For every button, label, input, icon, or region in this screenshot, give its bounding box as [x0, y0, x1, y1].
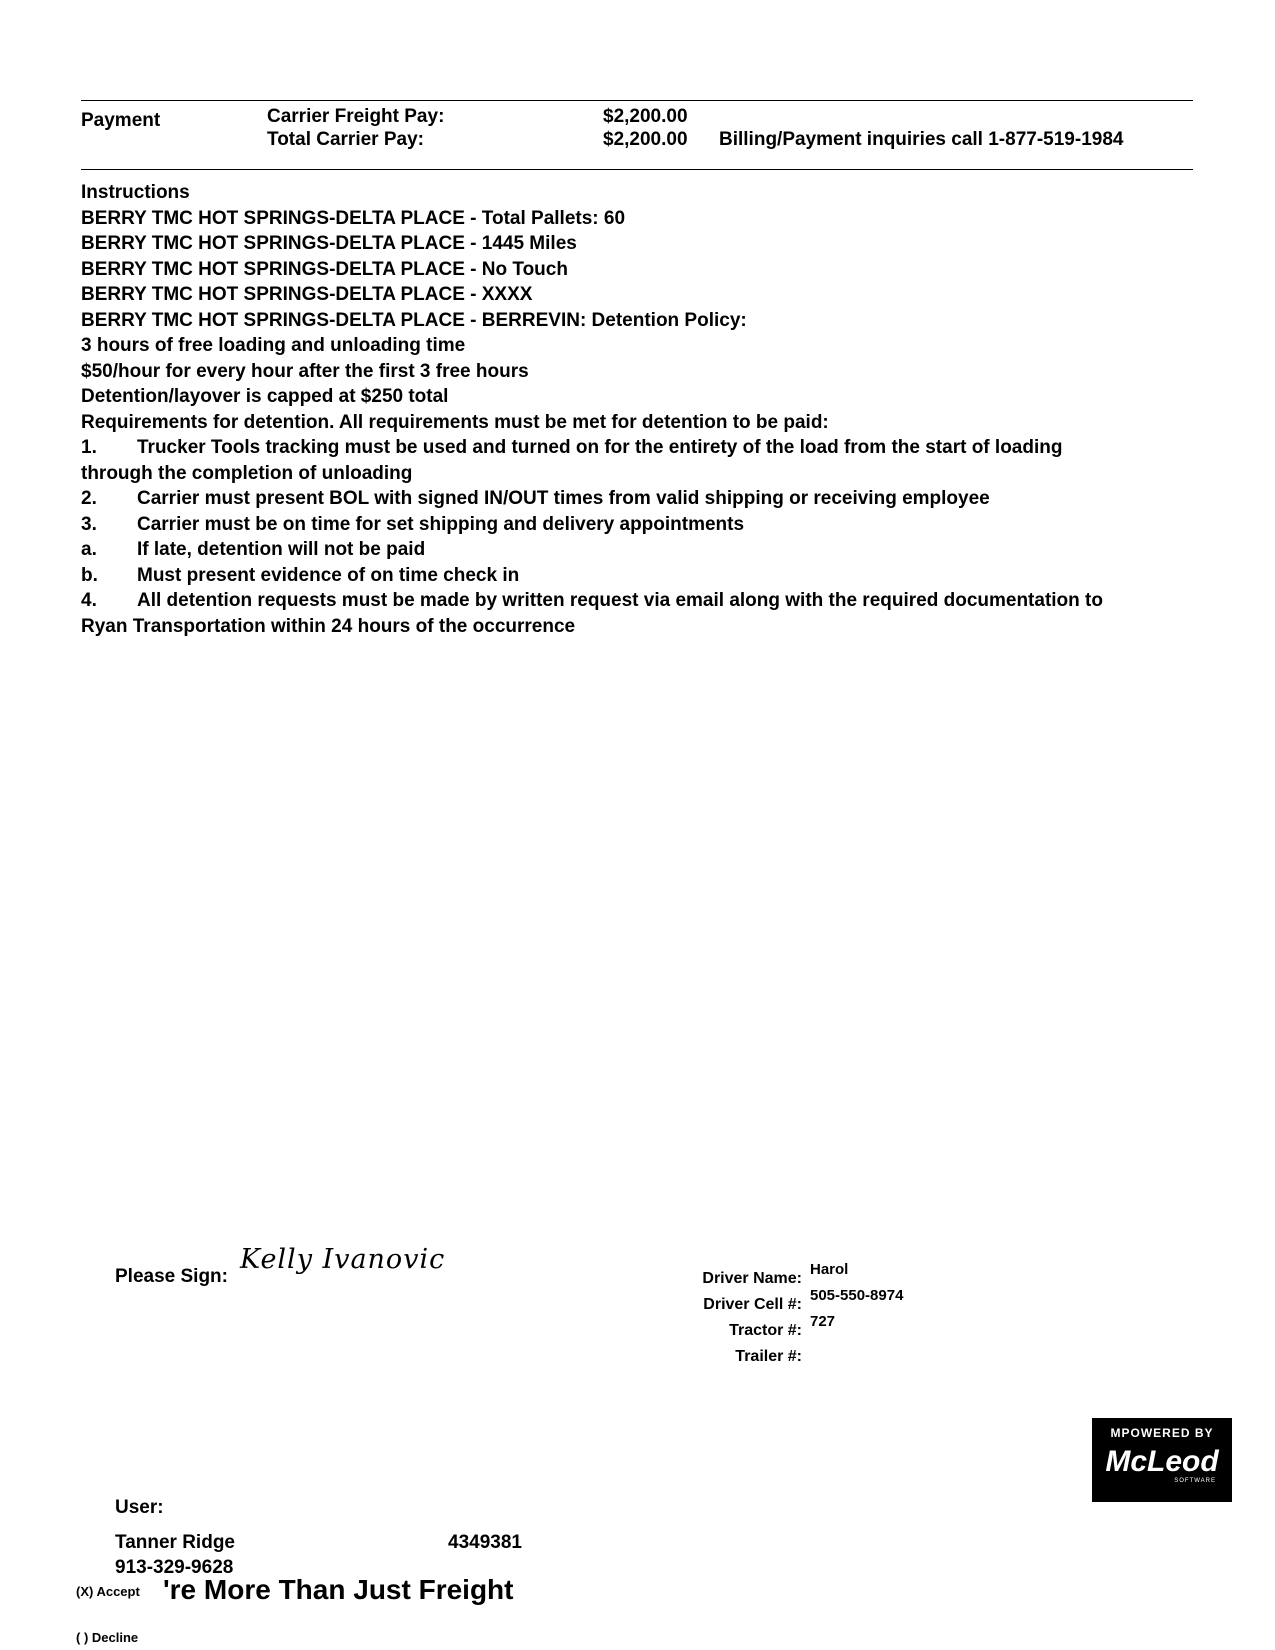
- top-rule: [81, 100, 1193, 101]
- instruction-item: [81, 537, 1191, 563]
- instructions-heading: Instructions: [81, 182, 190, 203]
- driver-name-label: Driver Name:: [702, 1270, 802, 1287]
- instruction-item: [81, 614, 1191, 640]
- item-text: All detention requests must be made by written request via email along with the required documentation to: [137, 590, 1103, 611]
- item-text: Carrier must present BOL with signed IN/OUT times from valid shipping or receiving employee: [137, 488, 990, 509]
- user-name: Tanner Ridge: [115, 1532, 235, 1553]
- accept-option[interactable]: (X) Accept: [76, 1584, 140, 1599]
- tractor-label: Tractor #:: [729, 1322, 802, 1339]
- billing-note: Billing/Payment inquiries call 1-877-519-1984: [719, 129, 1124, 150]
- instruction-line: BERRY TMC HOT SPRINGS-DELTA PLACE - Total Pallets: 60: [81, 207, 626, 229]
- instruction-item: [81, 486, 1191, 512]
- total-pay-label: Total Carrier Pay:: [267, 129, 424, 150]
- item-text: Ryan Transportation within 24 hours of the occurrence: [81, 615, 576, 637]
- instruction-line: Detention/layover is capped at $250 total: [81, 386, 449, 407]
- item-text: through the completion of unloading: [81, 462, 413, 484]
- logo-line2: McLeod: [1105, 1445, 1219, 1478]
- driver-cell-label: Driver Cell #:: [703, 1296, 802, 1313]
- item-marker: 3.: [81, 513, 97, 535]
- item-marker: a.: [81, 539, 97, 560]
- instruction-item: [81, 512, 1191, 538]
- user-phone: 913-329-9628: [115, 1557, 234, 1578]
- payment-bottom-rule: [81, 169, 1193, 170]
- logo-line3: SOFTWARE: [1174, 1478, 1216, 1484]
- item-marker: b.: [81, 564, 98, 586]
- instruction-line: $50/hour for every hour after the first 3 free hours: [81, 360, 529, 382]
- payment-label: Payment: [81, 110, 161, 131]
- mcleod-logo: [1092, 1418, 1232, 1502]
- instruction-item: [81, 563, 1191, 589]
- instruction-line: Requirements for detention. All requirements must be met for detention to be paid:: [81, 411, 829, 433]
- logo-line1: MPOWERED BY: [1110, 1426, 1214, 1440]
- user-id: 4349381: [448, 1532, 522, 1553]
- tractor-value: 727: [810, 1313, 836, 1330]
- item-text: If late, detention will not be paid: [137, 539, 426, 560]
- freight-pay-label: Carrier Freight Pay:: [267, 106, 445, 127]
- instruction-line: BERRY TMC HOT SPRINGS-DELTA PLACE - XXXX: [81, 284, 533, 305]
- driver-name-value: Harol: [810, 1261, 849, 1278]
- instruction-line: BERRY TMC HOT SPRINGS-DELTA PLACE - BERREVIN: Detention Policy:: [81, 309, 747, 331]
- signature-name: Kelly Ivanovic: [240, 1244, 446, 1275]
- user-label: User:: [115, 1497, 164, 1518]
- slogan: 're More Than Just Freight: [163, 1574, 514, 1605]
- driver-cell-value: 505-550-8974: [810, 1287, 904, 1304]
- trailer-label: Trailer #:: [735, 1348, 802, 1365]
- instructions-block: [81, 180, 1191, 639]
- item-text: Must present evidence of on time check in: [137, 564, 520, 586]
- please-sign-label: Please Sign:: [115, 1266, 228, 1287]
- total-pay-value: $2,200.00: [603, 129, 688, 150]
- item-text: Trucker Tools tracking must be used and turned on for the entirety of the load from the start of loading: [137, 437, 1063, 458]
- instruction-item: [81, 461, 1191, 487]
- freight-pay-value: $2,200.00: [603, 106, 688, 127]
- instruction-item: [81, 435, 1191, 461]
- item-text: Carrier must be on time for set shipping and delivery appointments: [137, 513, 745, 535]
- instruction-item: [81, 588, 1191, 614]
- item-marker: 4.: [81, 590, 97, 611]
- instruction-line: 3 hours of free loading and unloading time: [81, 335, 466, 356]
- instruction-line: BERRY TMC HOT SPRINGS-DELTA PLACE - 1445 Miles: [81, 233, 577, 254]
- item-marker: 2.: [81, 488, 97, 509]
- item-marker: 1.: [81, 437, 97, 458]
- instruction-line: BERRY TMC HOT SPRINGS-DELTA PLACE - No Touch: [81, 258, 568, 280]
- decline-option[interactable]: ( ) Decline: [76, 1630, 139, 1645]
